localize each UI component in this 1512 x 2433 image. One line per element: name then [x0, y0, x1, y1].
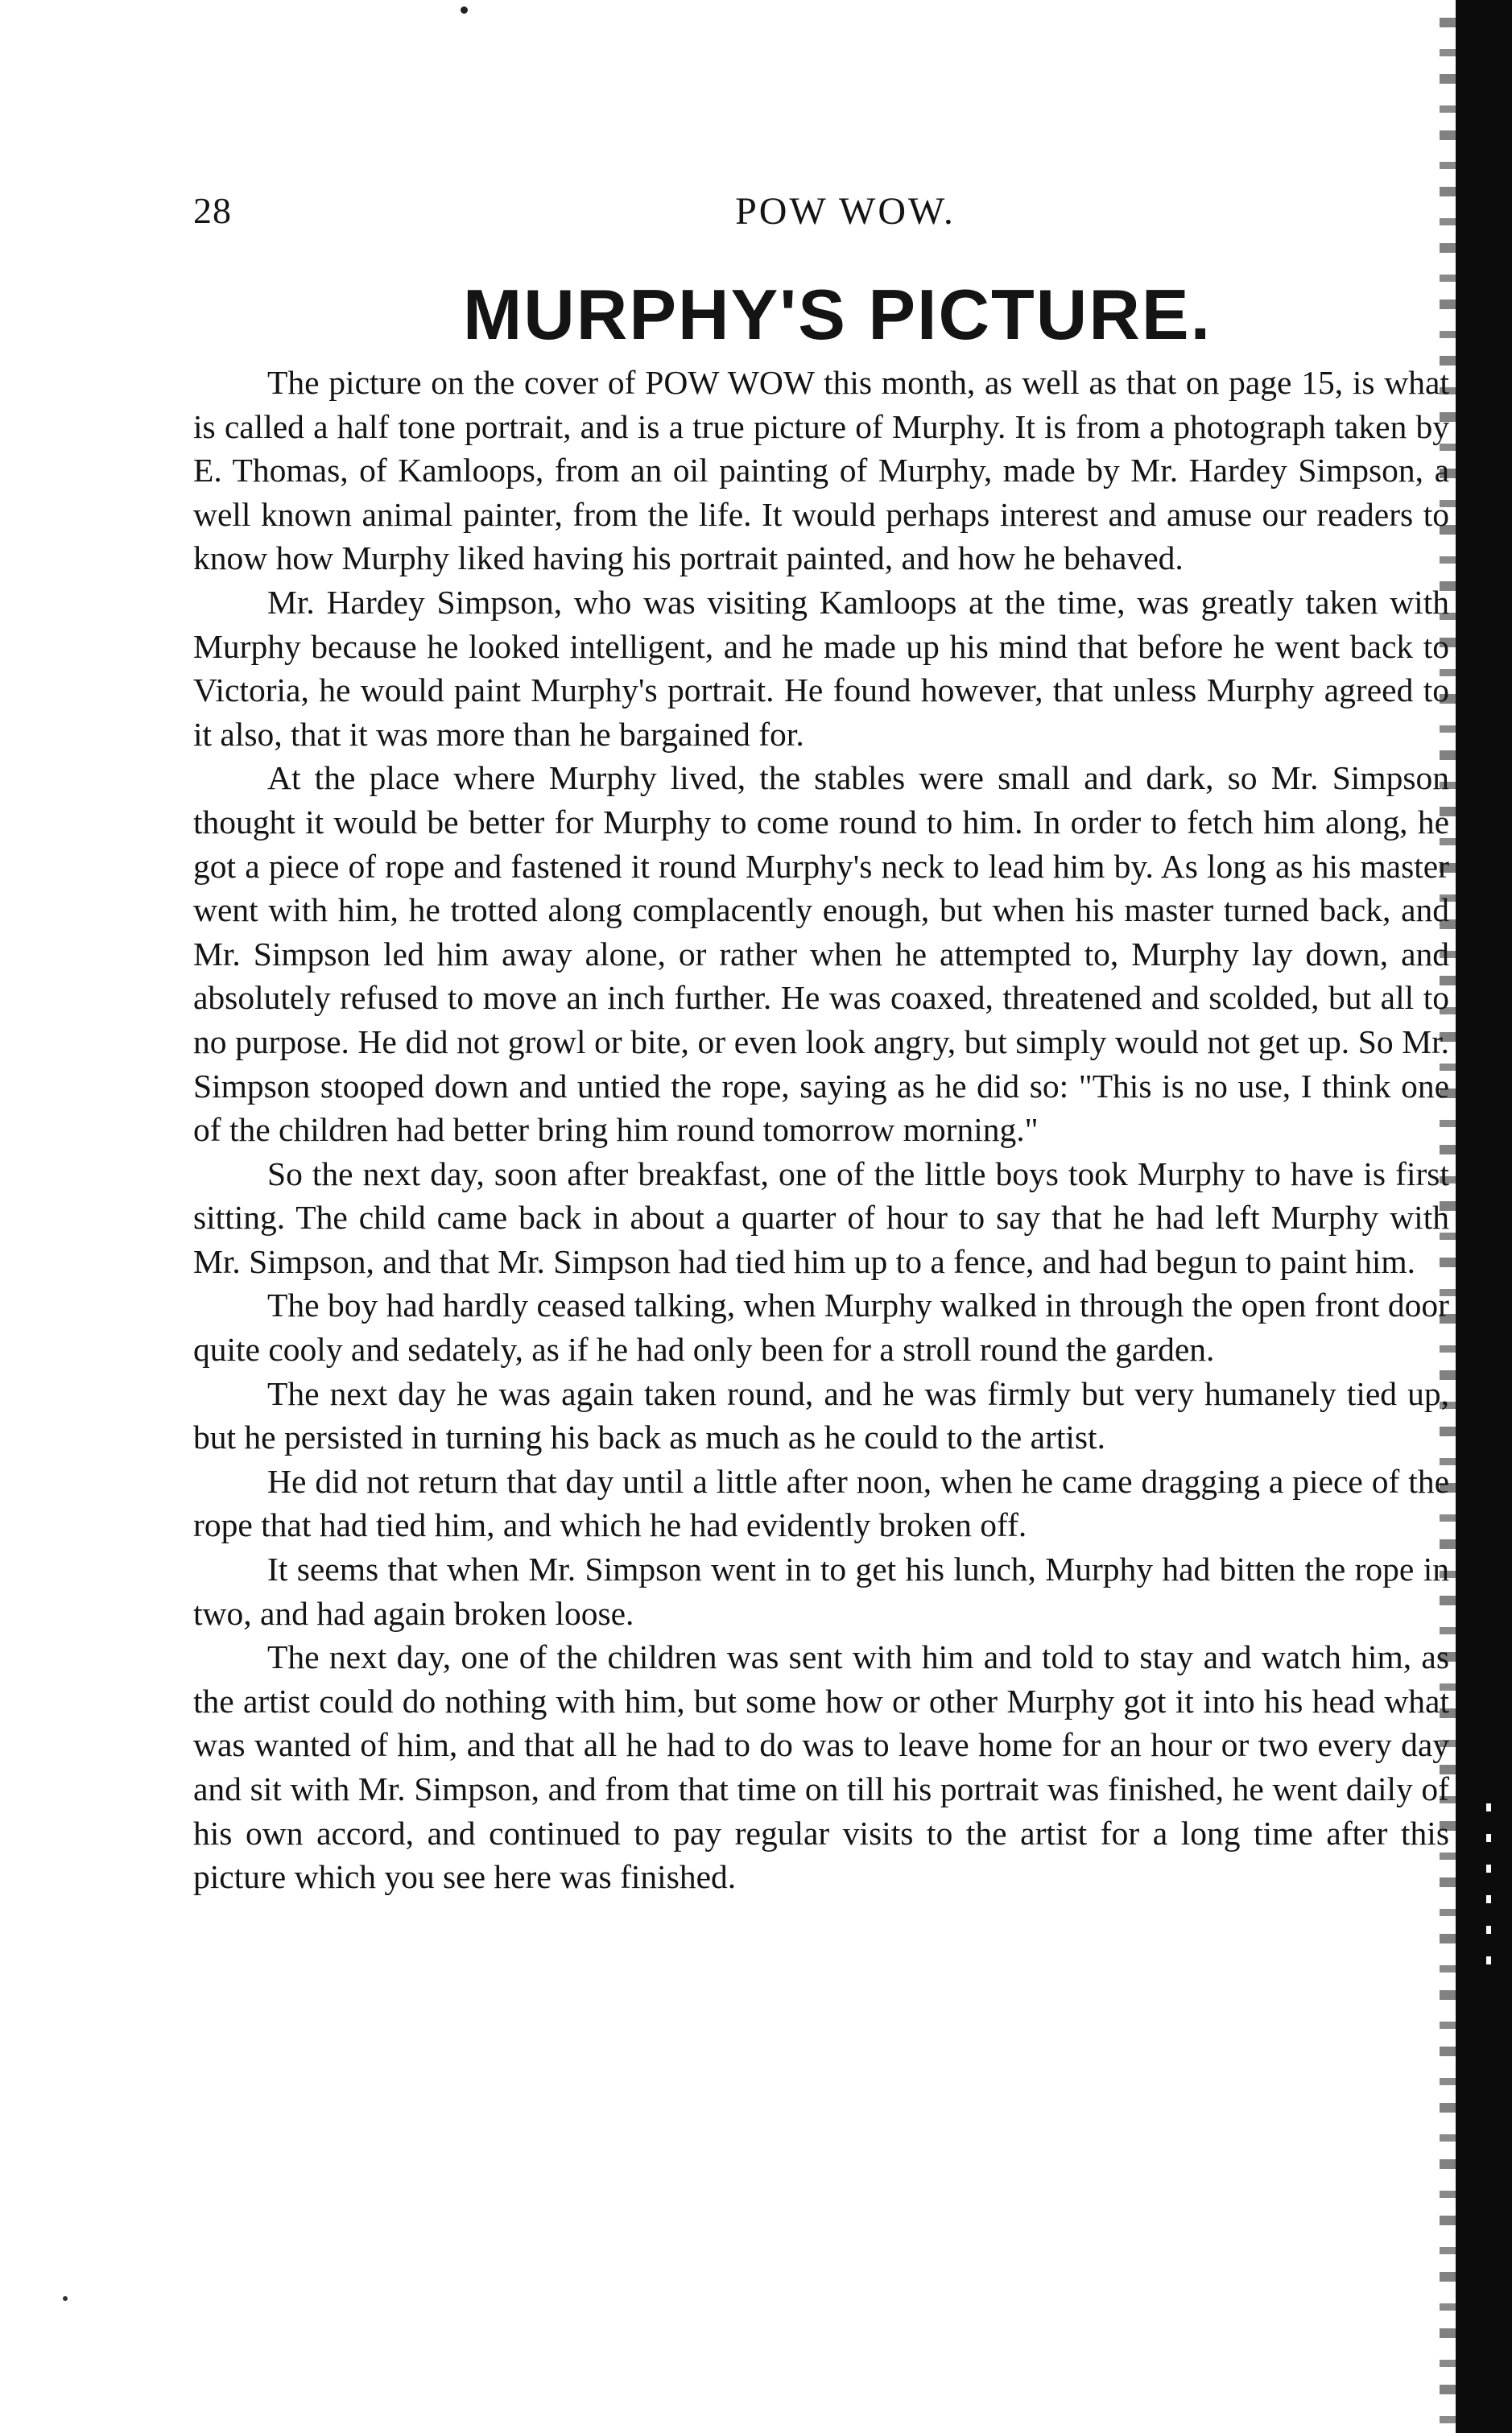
running-header: [193, 189, 1449, 246]
paragraph: It seems that when Mr. Simpson went in to get his lunch, Murphy had bitten the rope in two, and had again broken loose.: [193, 1551, 1449, 1632]
paragraph: So the next day, soon after breakfast, one of the little boys took Murphy to have is first sitting. The child came back in about a quarter of hour to say that he had left Murphy with Mr. Simpson, and that Mr. Simpson had tied him up to a fence, and had begun to paint him.: [193, 1155, 1449, 1280]
paragraph: The next day, one of the children was sent with him and told to stay and watch him, as the artist could do nothing with him, but some how or other Murphy got it into his head what was wanted of him, and that all he had to do was to leave home for an hour or two every day and sit with Mr. Simpson, and from that time on till his portrait was finished, he went daily of his own accord, and continued to pay regular visits to the artist for a long time after this picture which you see here was finished.: [193, 1638, 1449, 1896]
article-body: [193, 361, 1449, 1899]
edge-tick-marks: [1486, 1803, 1491, 1964]
running-title: POW WOW.: [735, 190, 956, 233]
print-speck: [63, 2296, 68, 2301]
paragraph: The boy had hardly ceased talking, when Murphy walked in through the open front door quite cooly and sedately, as if he had only been for a stroll round the garden.: [193, 1287, 1449, 1369]
page-number: 28: [193, 190, 232, 231]
print-speck: [461, 6, 468, 14]
paragraph: Mr. Hardey Simpson, who was visiting Kamloops at the time, was greatly taken with Murphy because he looked intelligent, and he made up his mind that before he went back to Victoria, he would paint Murphy's portrait. He found however, that unless Murphy agreed to it also, that it was more than he bargained for.: [193, 583, 1449, 753]
paragraph: The picture on the cover of POW WOW this month, as well as that on page 15, is what is called a half tone portrait, and is a true picture of Murphy. It is from a photograph taken by E. Thomas, of Kamloops, from an oil painting of Murphy, made by Mr. Hardey Simpson, a well known animal painter, from the life. It would perhaps interest and amuse our readers to know how Murphy liked having his portrait painted, and how he behaved.: [193, 364, 1449, 577]
article-title: MURPHY'S PICTURE.: [462, 275, 1212, 354]
paragraph: At the place where Murphy lived, the stables were small and dark, so Mr. Simpson thought it would be better for Murphy to come round to him. In order to fetch him along, he got a piece of rope and fastened it round Murphy's neck to lead him by. As long as his master went with him, he trotted along complacently enough, but when his master turned back, and Mr. Simpson led him away alone, or rather when he attempted to, Murphy lay down, and absolutely refused to move an inch further. He was coaxed, threatened and scolded, but all to no purpose. He did not growl or bite, or even look angry, but simply would not get up. So Mr. Simpson stooped down and untied the rope, saying as he did so: "This is no use, I think one of the children had better bring him round tomorrow morning.": [193, 759, 1449, 1149]
paragraph: He did not return that day until a little after noon, when he came dragging a piece of the rope that had tied him, and which he had evidently broken off.: [193, 1462, 1449, 1544]
paragraph: The next day he was again taken round, and he was firmly but very humanely tied up, but he persisted in turning his back as much as he could to the artist.: [193, 1374, 1449, 1456]
scan-edge-bar: [1456, 0, 1512, 2433]
